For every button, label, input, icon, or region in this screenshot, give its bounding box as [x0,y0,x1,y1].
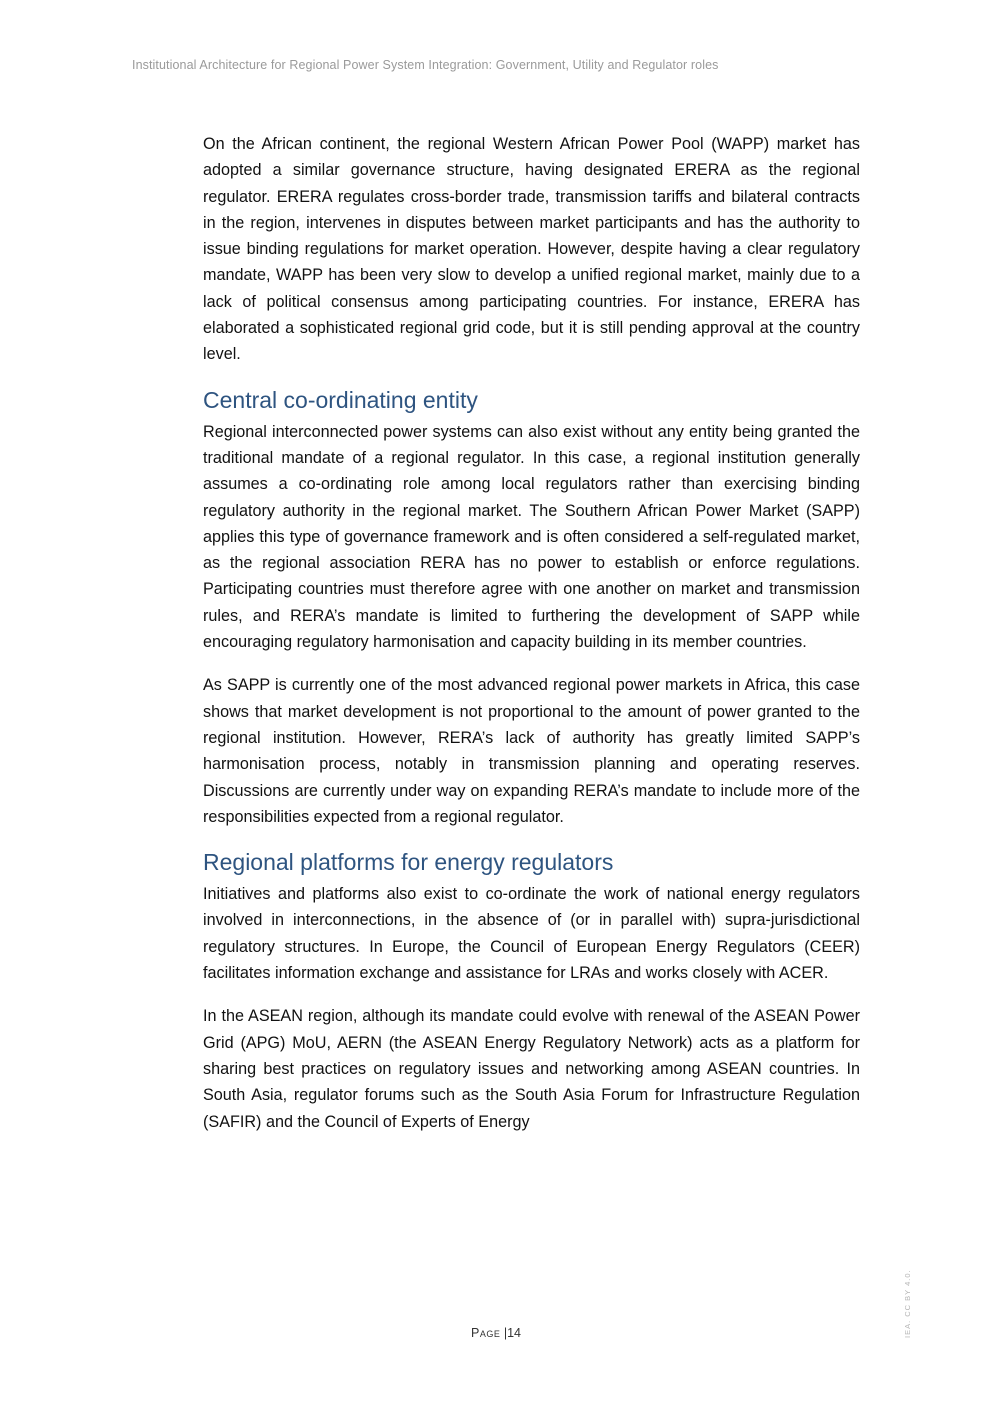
section-2-paragraph-2: In the ASEAN region, although its mandate could evolve with renewal of the ASEAN Power Grid (APG) MoU, AERN (the ASEAN Energy Regulatory Network) acts as a platform for sharing best practices on regulatory issues and networking among ASEAN countries. In South Asia, regulator forums such as the South Asia Forum for Infrastructure Regulation (SAFIR) and the Council of Experts of Energy [203,1007,860,1131]
section-2-paragraph-1: Initiatives and platforms also exist to co-ordinate the work of national energy regulators involved in interconnections, in the absence of (or in parallel with) supra-jurisdictional regulatory structures. In Europe, the Council of European Energy Regulators (CEER) facilitates information exchange and assistance for LRAs and works closely with ACER. [203,885,860,983]
page-number: 14 [507,1326,521,1340]
section-1-paragraph-2: As SAPP is currently one of the most advanced regional power markets in Africa, this case shows that market development is not proportional to the amount of power granted to the regional institution. However, RERA’s lack of authority has greatly limited SAPP’s harmonisation process, notably in transmission planning and operating reserves. Discussions are currently under way on expanding RERA’s mandate to include more of the responsibilities expected from a regional regulator. [203,676,860,826]
main-content [203,131,860,1152]
section-heading-central-coordinating-entity: Central co-ordinating entity [203,386,478,413]
page-footer [0,1326,992,1340]
page-label: Page [471,1326,501,1340]
page-separator: | [503,1326,508,1340]
section-1-paragraph-1: Regional interconnected power systems can also exist without any entity being granted the traditional mandate of a regional regulator. In this case, a regional institution generally assumes a co-ordinating role among local regulators rather than exercising binding regulatory authority in the regional market. The Southern African Power Market (SAPP) applies this type of governance framework and is often considered a self-regulated market, as the regional association RERA has no power to establish or enforce regulations. Participating countries must therefore agree with one another on market and transmission rules, and RERA’s mandate is limited to furthering the development of SAPP while encouraging regulatory harmonisation and capacity building in its member countries. [203,422,860,652]
section-heading-regional-platforms: Regional platforms for energy regulators [203,849,614,876]
running-header: Institutional Architecture for Regional Power System Integration: Government, Utility and Regulator roles [132,58,719,72]
intro-paragraph: On the African continent, the regional Western African Power Pool (WAPP) market has adopted a similar governance structure, having designated ERERA as the regional regulator. ERERA regulates cross-border trade, transmission tariffs and bilateral contracts in the region, intervenes in disputes between market participants and has the authority to issue binding regulations for market operation. However, despite having a clear regulatory mandate, WAPP has been very slow to develop a unified regional market, mainly due to a lack of political consensus among participating countries. For instance, ERERA has elaborated a sophisticated regional grid code, but it is still pending approval at the country level. [203,135,860,364]
license-note: IEA. CC BY 4.0. [903,1269,912,1338]
